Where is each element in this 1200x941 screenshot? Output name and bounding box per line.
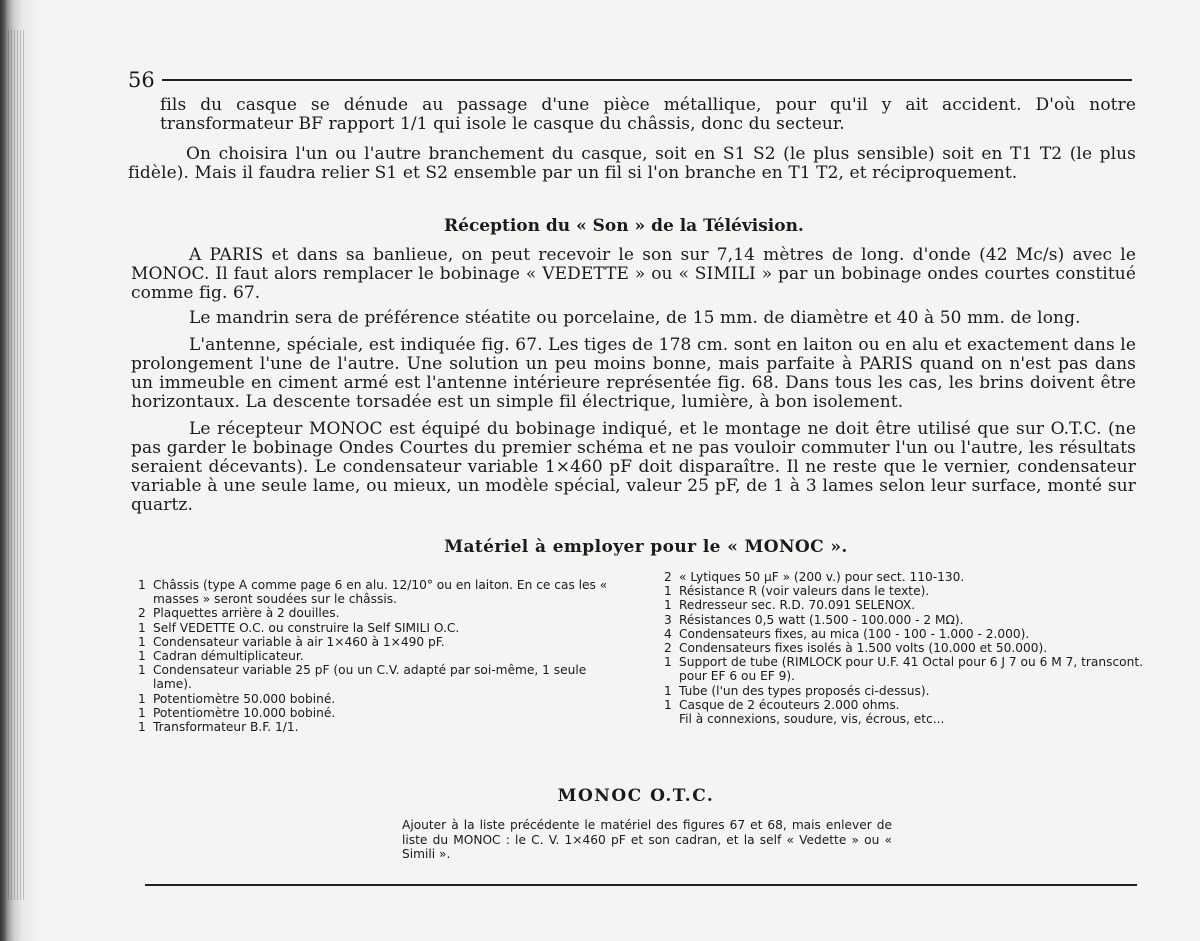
item-text: Tube (l'un des types proposés ci-dessus). xyxy=(679,683,930,698)
list-item xyxy=(664,584,1150,598)
materials-list-right xyxy=(664,570,1150,726)
item-qty: 1 xyxy=(138,705,146,720)
list-item xyxy=(138,649,620,663)
item-text: Condensateurs fixes isolés à 1.500 volts (10.000 et 50.000). xyxy=(679,641,1048,656)
item-text: Condensateur variable 25 pF (ou un C.V. adapté par soi-même, 1 seule lame). xyxy=(153,663,587,692)
paragraph-paris: A PARIS et dans sa banlieue, on peut recevoir le son sur 7,14 mètres de long. d'onde (42 Mc/s) avec le MONOC. Il faut alors remplacer le bobinage « VEDETTE » ou « SIMILI » par un bobinage ondes courtes constitué comme fig. 67. xyxy=(131,245,1136,303)
list-item xyxy=(664,698,1150,712)
item-text: Cadran démultiplicateur. xyxy=(153,649,304,664)
header-rule xyxy=(162,79,1132,81)
list-item xyxy=(664,570,1150,584)
paragraph-branchement: On choisira l'un ou l'autre branchement du casque, soit en S1 S2 (le plus sensible) soit en T1 T2 (le plus fidèle). Mais il faudra relier S1 et S2 ensemble par un fil si l'on branche en T1 T2, et réciproquement. xyxy=(128,144,1136,183)
list-item xyxy=(664,627,1150,641)
item-text: Redresseur sec. R.D. 70.091 SELENOX. xyxy=(679,598,916,613)
list-item xyxy=(664,712,1150,726)
item-qty: 1 xyxy=(664,697,672,712)
list-item xyxy=(664,655,1150,683)
item-text: Fil à connexions, soudure, vis, écrous, etc... xyxy=(679,712,945,727)
item-text: Potentiomètre 50.000 bobiné. xyxy=(153,691,336,706)
list-item xyxy=(664,613,1150,627)
otc-text: Ajouter à la liste précédente le matériel des figures 67 et 68, mais enlever de liste du MONOC : le C. V. 1×460 pF et son cadran, et la self « Vedette » ou « Simili ». xyxy=(402,818,892,861)
item-qty: 2 xyxy=(138,606,146,621)
list-item xyxy=(138,621,620,635)
item-text: Résistance R (voir valeurs dans le texte). xyxy=(679,584,930,599)
paragraph-recepteur: Le récepteur MONOC est équipé du bobinage indiqué, et le montage ne doit être utilisé que sur O.T.C. (ne pas garder le bobinage Ondes Courtes du premier schéma et ne pas vouloir commuter l'un ou l'autre, les résultats seraient décevants). Le condensateur variable 1×460 pF doit disparaître. Il ne reste que le vernier, condensateur variable à une seule lame, ou mieux, un modèle spécial, valeur 25 pF, de 1 à 3 lames selon leur surface, monté sur quartz. xyxy=(131,419,1136,515)
otc-title: MONOC O.T.C. xyxy=(557,786,715,806)
item-text: Casque de 2 écouteurs 2.000 ohms. xyxy=(679,697,900,712)
list-item xyxy=(664,598,1150,612)
item-qty: 1 xyxy=(664,683,672,698)
item-qty: 1 xyxy=(138,663,146,678)
paragraph-continuation: fils du casque se dénude au passage d'une pièce métallique, pour qu'il y ait accident. D'où notre transformateur BF rapport 1/1 qui isole le casque du châssis, donc du secteur. xyxy=(160,95,1136,134)
item-qty: 1 xyxy=(138,720,146,735)
paragraph-mandrin: Le mandrin sera de préférence stéatite ou porcelaine, de 15 mm. de diamètre et 40 à 50 mm. de long. xyxy=(189,308,1081,328)
item-text: Transformateur B.F. 1/1. xyxy=(153,720,299,735)
item-qty xyxy=(664,712,679,726)
item-text: Châssis (type A comme page 6 en alu. 12/10° ou en laiton. En ce cas les « masses » seront soudées sur le châssis. xyxy=(153,578,608,607)
list-item xyxy=(138,692,620,706)
item-qty: 1 xyxy=(664,655,672,670)
item-qty: 1 xyxy=(138,634,146,649)
item-text: Self VEDETTE O.C. ou construire la Self SIMILI O.C. xyxy=(153,620,460,635)
item-text: Support de tube (RIMLOCK pour U.F. 41 Octal pour 6 J 7 ou 6 M 7, transcont. pour EF 6 ou EF 9). xyxy=(679,655,1143,684)
list-item xyxy=(138,720,620,734)
materials-list-left xyxy=(138,578,620,734)
list-item xyxy=(138,706,620,720)
list-item xyxy=(138,578,620,606)
materials-title: Matériel à employer pour le « MONOC ». xyxy=(444,537,848,557)
page-edges xyxy=(8,30,26,900)
item-text: Plaquettes arrière à 2 douilles. xyxy=(153,606,340,621)
item-qty: 2 xyxy=(664,570,672,584)
item-qty: 1 xyxy=(664,598,672,613)
footer-rule xyxy=(145,884,1137,886)
item-qty: 1 xyxy=(138,578,146,592)
list-item xyxy=(138,606,620,620)
item-qty: 1 xyxy=(138,620,146,635)
list-item xyxy=(664,684,1150,698)
item-qty: 3 xyxy=(664,612,672,627)
item-text: Condensateurs fixes, au mica (100 - 100 - 1.000 - 2.000). xyxy=(679,626,1030,641)
paragraph-antenne: L'antenne, spéciale, est indiquée fig. 67. Les tiges de 178 cm. sont en laiton ou en alu et exactement dans le prolongement l'une de l'autre. Une solution un peu moins bonne, mais parfaite à PARIS quand on n'est pas dans un immeuble en ciment armé est l'antenne intérieure représentée fig. 68. Dans tous les cas, les brins doivent être horizontaux. La descente torsadée est un simple fil électrique, lumière, à bon isolement. xyxy=(131,335,1136,412)
item-text: Potentiomètre 10.000 bobiné. xyxy=(153,705,336,720)
item-text: Résistances 0,5 watt (1.500 - 100.000 - 2 MΩ). xyxy=(679,612,964,627)
page-number: 56 xyxy=(128,68,155,92)
item-qty: 1 xyxy=(138,691,146,706)
item-qty: 4 xyxy=(664,626,672,641)
item-qty: 1 xyxy=(664,584,672,599)
item-qty: 1 xyxy=(138,649,146,664)
list-item xyxy=(138,635,620,649)
item-text: « Lytiques 50 µF » (200 v.) pour sect. 110-130. xyxy=(679,570,965,584)
item-qty: 2 xyxy=(664,641,672,656)
list-item xyxy=(138,663,620,691)
list-item xyxy=(664,641,1150,655)
section-heading: Réception du « Son » de la Télévision. xyxy=(444,216,804,236)
item-text: Condensateur variable à air 1×460 à 1×490 pF. xyxy=(153,634,445,649)
book-gutter xyxy=(0,0,40,941)
